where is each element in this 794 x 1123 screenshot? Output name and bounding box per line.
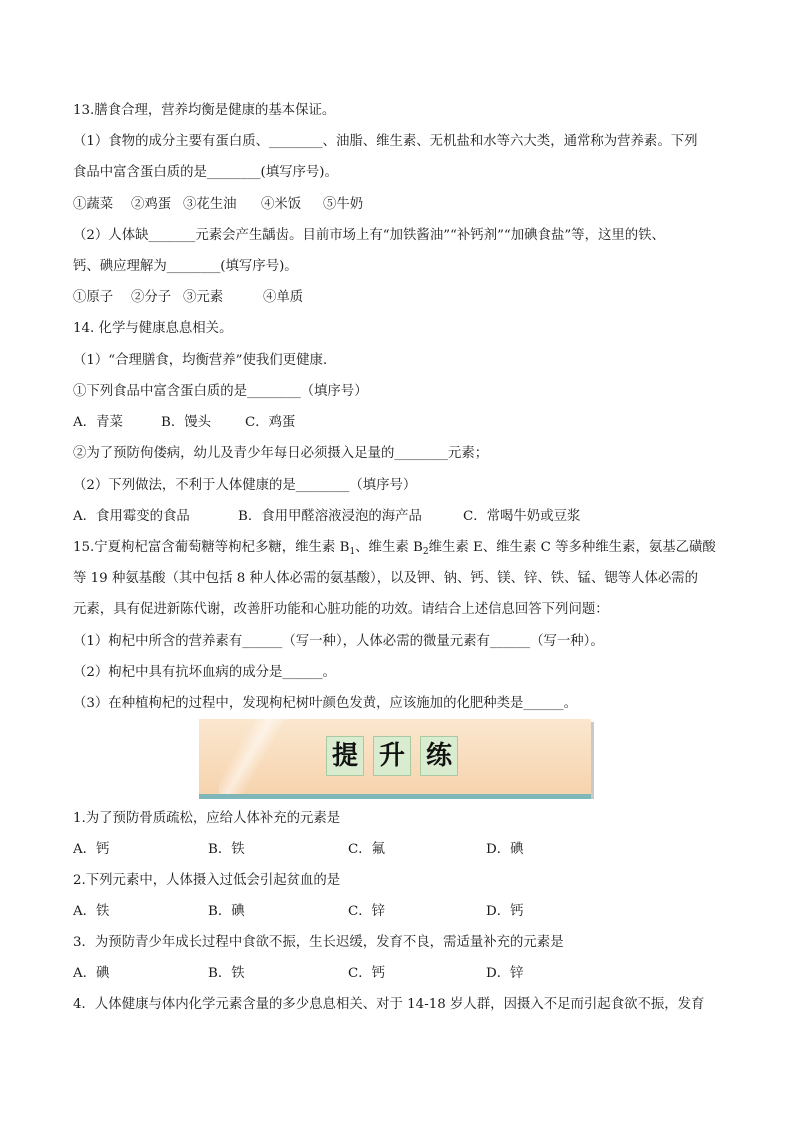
q13-part1-line2: 食品中富含蛋白质的是________(填写序号)。 [73, 165, 338, 180]
option: B．铁 [208, 966, 245, 981]
option: C．锌 [348, 904, 386, 919]
q15-part3: （3）在种植枸杞的过程中，发现枸杞树叶颜色发黄，应该施加的化肥种类是______。 [73, 696, 577, 711]
q14-part1-b: ②为了预防佝偻病，幼儿及青少年每日必须摄入足量的________元素； [73, 446, 489, 461]
option: B．铁 [208, 842, 245, 857]
banner-char: 提 [326, 736, 364, 776]
option: D．碘 [486, 842, 524, 857]
q15-text: 15.宁夏枸杞富含葡萄糖等枸杞多糖，维生素 B [73, 540, 350, 555]
q15-text: 、维生素 B [355, 540, 423, 555]
option: A．青菜 [73, 415, 123, 430]
option: A．碘 [73, 966, 110, 981]
option: D．钙 [486, 904, 524, 919]
option: B．碘 [208, 904, 245, 919]
option: ⑤牛奶 [323, 197, 364, 212]
option: A．食用霉变的食品 [73, 509, 190, 524]
option: ④单质 [263, 290, 304, 305]
q13-part2-line1: （2）人体缺_______元素会产生龋齿。目前市场上有“加铁酱油”“补钙剂”“加碘食盐”等，这里的铁、 [73, 228, 665, 243]
option: C．鸡蛋 [245, 415, 296, 430]
option: ③花生油 [183, 197, 237, 212]
section-banner [199, 719, 594, 799]
q15-line1 [73, 539, 716, 561]
q14-stem: 14. 化学与健康息息相关。 [73, 321, 233, 336]
option: ③元素 [183, 290, 224, 305]
subscript: 2 [422, 547, 429, 557]
option: ④米饭 [261, 197, 302, 212]
banner-char: 升 [373, 736, 411, 776]
option: C．氟 [348, 842, 386, 857]
banner-bottom-bar [199, 794, 591, 799]
option: ②鸡蛋 [131, 197, 172, 212]
q15-text: 维生素 E、维生素 C 等多种维生素，氨基乙磺酸 [428, 540, 716, 555]
option: C．钙 [348, 966, 386, 981]
option: ①蔬菜 [73, 197, 114, 212]
option: B．馒头 [161, 415, 212, 430]
option: C．常喝牛奶或豆浆 [463, 509, 581, 524]
q14-part1-a: ①下列食品中富含蛋白质的是________（填序号） [73, 384, 368, 399]
banner-char: 练 [420, 736, 458, 776]
q15-part1: （1）枸杞中所含的营养素有______（写一种），人体必需的微量元素有______（写一种）。 [73, 634, 604, 649]
subscript: 1 [349, 547, 356, 557]
q15-line2: 等 19 种氨基酸（其中包括 8 种人体必需的氨基酸），以及钾、钠、钙、镁、锌、铁、锰、锶等人体必需的 [73, 571, 699, 586]
practice-2-stem: 2.下列元素中，人体摄入过低会引起贫血的是 [73, 873, 341, 888]
option: D．锌 [486, 966, 524, 981]
q14-part1: （1）“合理膳食，均衡营养”使我们更健康. [73, 353, 328, 368]
practice-1-stem: 1.为了预防骨质疏松，应给人体补充的元素是 [73, 811, 341, 826]
q13-stem: 13.膳食合理，营养均衡是健康的基本保证。 [73, 103, 336, 118]
practice-3-stem: 3．为预防青少年成长过程中食欲不振，生长迟缓，发育不良，需适量补充的元素是 [73, 935, 564, 950]
q15-part2: （2）枸杞中具有抗坏血病的成分是______。 [73, 665, 336, 680]
q13-part1-line1: （1）食物的成分主要有蛋白质、________、油脂、维生素、无机盐和水等六大类，通常称为营养素。下列 [73, 134, 698, 149]
option: A．钙 [73, 842, 110, 857]
q14-part2: （2）下列做法，不利于人体健康的是________（填序号） [73, 478, 417, 493]
option: ①原子 [73, 290, 114, 305]
practice-4-stem: 4．人体健康与体内化学元素含量的多少息息相关、对于 14-18 岁人群，因摄入不足而引起食欲不振，发育 [73, 997, 705, 1012]
option: ②分子 [131, 290, 172, 305]
option: A．铁 [73, 904, 110, 919]
q15-line3: 元素，具有促进新陈代谢，改善肝功能和心脏功能的功效。请结合上述信息回答下列问题： [73, 602, 609, 617]
option: B．食用甲醛溶液浸泡的海产品 [238, 509, 422, 524]
q13-part2-line2: 钙、碘应理解为________(填写序号)。 [73, 259, 298, 274]
